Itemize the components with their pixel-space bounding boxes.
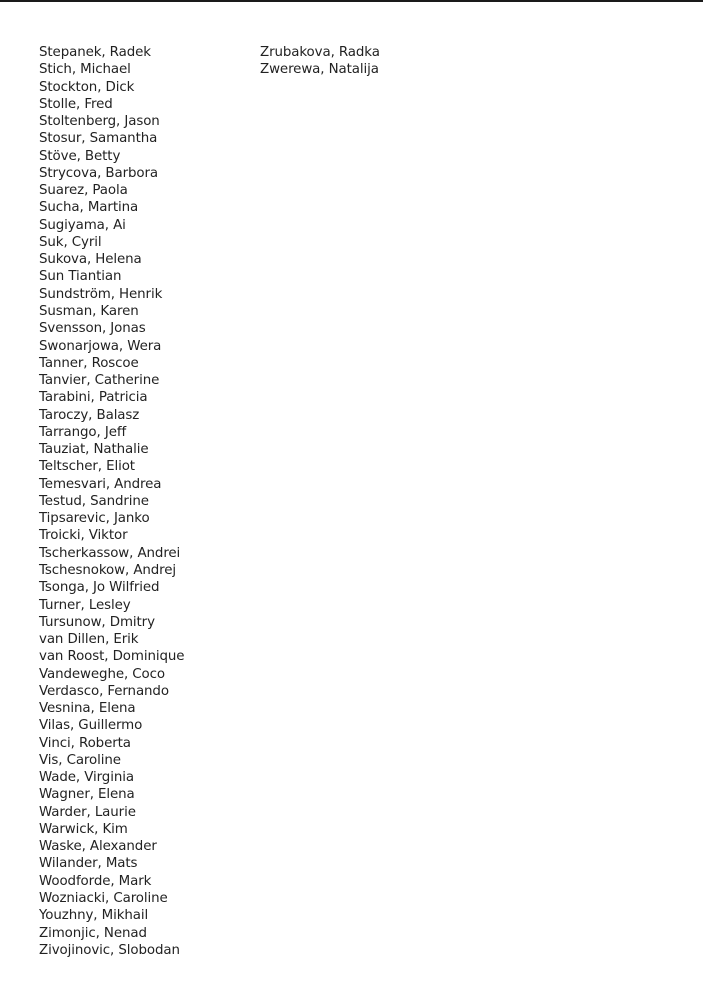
name-entry: Suarez, Paola [39,183,128,199]
name-entry: Tipsarevic, Janko [39,511,150,527]
name-entry: Stich, Michael [39,62,131,78]
name-entry: Vesnina, Elena [39,701,136,717]
name-entry: Sucha, Martina [39,200,139,216]
name-entry: Troicki, Viktor [39,528,128,544]
name-entry: Temesvari, Andrea [39,476,162,492]
name-entry: Youzhny, Mikhail [39,908,149,924]
name-entry: Suk, Cyril [39,234,102,250]
name-entry: Tanner, Roscoe [39,355,139,371]
name-entry: Zwerewa, Natalija [260,62,379,78]
name-entry: Vinci, Roberta [39,735,131,751]
name-entry: Sundström, Henrik [39,286,163,302]
name-entry: Warder, Laurie [39,804,136,820]
name-entry: Wilander, Mats [39,856,138,872]
name-entry: Stosur, Samantha [39,131,158,147]
name-entry: Swonarjowa, Wera [39,338,162,354]
name-entry: Tursunow, Dmitry [39,614,155,630]
name-entry: Turner, Lesley [39,597,131,613]
name-entry: Testud, Sandrine [39,493,149,509]
name-entry: Stoltenberg, Jason [39,114,160,130]
name-entry: Stöve, Betty [39,148,121,164]
name-entry: Tanvier, Catherine [39,373,160,389]
name-entry: Wagner, Elena [39,787,135,803]
name-index-column-left [39,44,184,959]
name-entry: Verdasco, Fernando [39,683,169,699]
name-entry: Zimonjic, Nenad [39,925,147,941]
name-entry: Strycova, Barbora [39,165,158,181]
name-entry: Stolle, Fred [39,96,113,112]
name-entry: Teltscher, Eliot [39,459,135,475]
name-index-column-right [260,44,380,79]
name-entry: Tsonga, Jo Wilfried [39,580,160,596]
name-entry: Susman, Karen [39,303,139,319]
name-entry: Tscherkassow, Andrei [39,545,181,561]
name-entry: Wozniacki, Caroline [39,891,168,907]
name-entry: van Roost, Dominique [39,649,185,665]
name-entry: Zrubakova, Radka [260,45,380,60]
name-entry: Vis, Caroline [39,752,121,768]
name-entry: Tarrango, Jeff [39,424,127,440]
name-entry: Vilas, Guillermo [39,718,143,734]
name-entry: Wade, Virginia [39,770,134,786]
name-entry: Sugiyama, Ai [39,217,126,233]
name-entry: Tschesnokow, Andrej [39,562,177,578]
name-entry: Sukova, Helena [39,252,142,268]
name-entry: Stockton, Dick [39,79,135,95]
name-entry: Taroczy, Balasz [39,407,140,423]
name-entry: Tarabini, Patricia [39,390,148,406]
name-entry: Waske, Alexander [39,839,157,855]
name-entry: Warwick, Kim [39,821,128,837]
name-entry: Tauziat, Nathalie [39,442,149,458]
name-entry: Svensson, Jonas [39,321,146,337]
name-entry: Stepanek, Radek [39,45,151,60]
name-entry: Sun Tiantian [39,269,122,285]
name-entry: Woodforde, Mark [39,873,152,889]
name-entry: Zivojinovic, Slobodan [39,942,180,958]
name-entry: van Dillen, Erik [39,632,139,648]
page-top-border [0,0,703,2]
name-entry: Vandeweghe, Coco [39,666,165,682]
